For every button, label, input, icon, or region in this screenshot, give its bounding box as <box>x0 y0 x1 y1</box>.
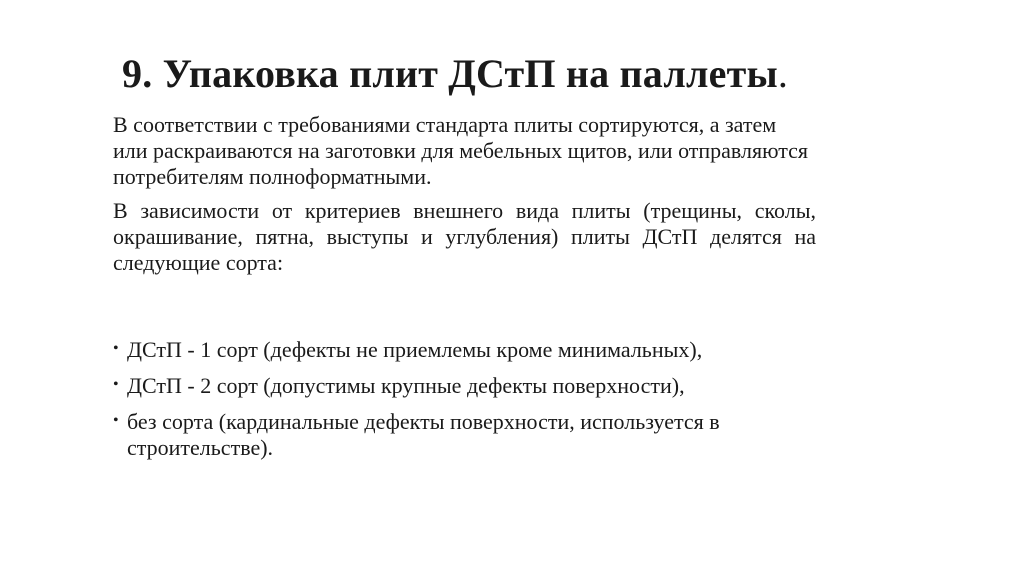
bullet-icon: • <box>113 412 119 429</box>
bullet-icon: • <box>113 376 119 393</box>
grades-list <box>113 337 833 461</box>
bullet-icon: • <box>113 340 119 357</box>
list-item-text: ДСтП - 1 сорт (дефекты не приемлемы кроме минимальных), <box>127 337 703 362</box>
list-item <box>113 337 833 363</box>
slide-body <box>113 112 816 284</box>
slide-title-suffix: . <box>777 51 789 96</box>
list-item-text: ДСтП - 2 сорт (допустимы крупные дефекты поверхности), <box>127 373 685 398</box>
slide-title-text: 9. Упаковка плит ДСтП на паллеты <box>122 51 778 96</box>
paragraph-sorting: В соответствии с требованиями стандарта плиты сортируются, а затем или раскраиваются на заготовки для мебельных щитов, или отправляются потребителям полноформатными. <box>113 112 809 189</box>
list-item <box>113 373 833 399</box>
list-item <box>113 409 833 461</box>
list-item-text: без сорта (кардинальные дефекты поверхности, используется в строительстве). <box>127 409 720 460</box>
paragraph-grades-intro: В зависимости от критериев внешнего вида плиты (трещины, сколы, окрашивание, пятна, выступы и углубления) плиты ДСтП делятся на следующие сорта: <box>113 198 816 275</box>
slide-title <box>122 48 788 100</box>
